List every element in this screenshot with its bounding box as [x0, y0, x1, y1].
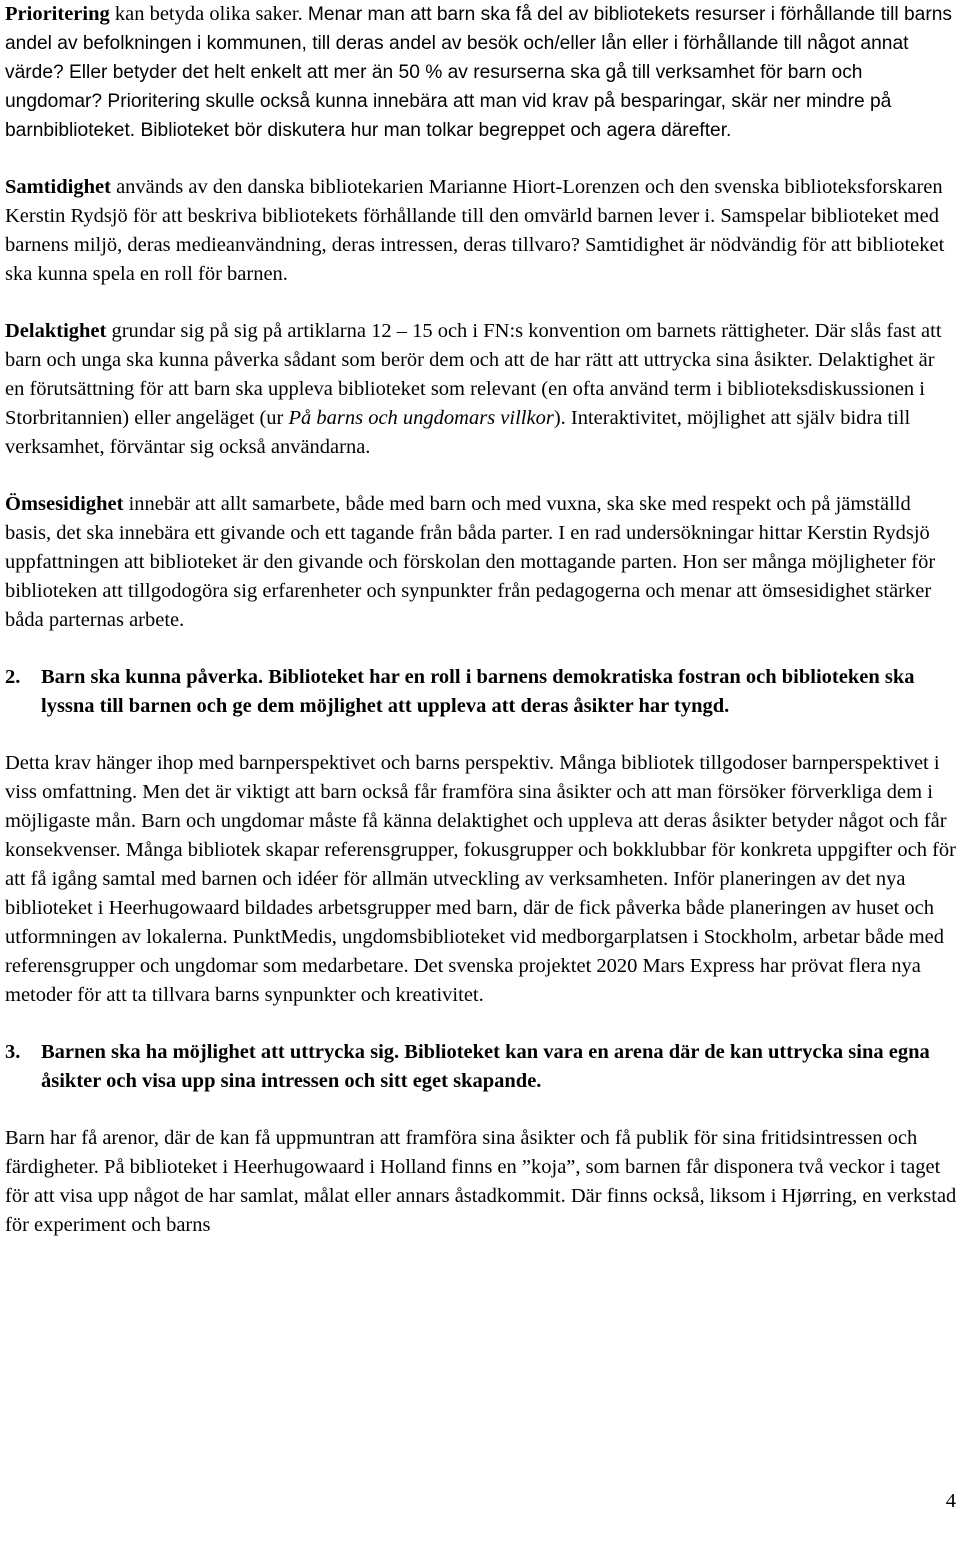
- delaktighet-italic-title: På barns och ungdomars villkor: [288, 407, 554, 429]
- term-prioritering: Prioritering: [5, 3, 110, 25]
- term-delaktighet: Delaktighet: [5, 320, 107, 342]
- section-heading-3-text: Barnen ska ha möjlighet att uttrycka sig. Biblioteket kan vara en arena där de kan uttrycka sina egna åsikter och visa upp sina intressen och sitt eget skapande.: [41, 1041, 930, 1092]
- section-number-2: 2.: [5, 666, 21, 688]
- term-omsesidighet: Ömsesidighet: [5, 493, 124, 515]
- document-page: [5, 0, 957, 1240]
- omsesidighet-body: innebär att allt samarbete, både med barn och med vuxna, ska ske med respekt och på jämställd basis, det ska innebära ett givande och ett tagande från båda parter. I en rad undersökningar hittar Kerstin Rydsjö uppfattningen att biblioteket är den givande och förskolan den mottagande parten. Hon ser många möjligheter för biblioteken att tillgodogöra sig erfarenheter och synpunkter från pedagogerna och menar att ömsesidighet stärker båda parternas arbete.: [5, 493, 936, 631]
- page-number: 4: [945, 1490, 956, 1512]
- samtidighet-body: används av den danska bibliotekarien Marianne Hiort-Lorenzen och den svenska biblioteksforskaren Kerstin Rydsjö för att beskriva bibliotekets förhållande till den omvärld barnen lever i. Samspelar biblioteket med barnens miljö, deras medieanvändning, deras intressen, deras tillvaro? Samtidighet är nödvändig för att biblioteket ska kunna spela en roll för barnen.: [5, 176, 945, 285]
- paragraph-barn-arenor: Barn har få arenor, där de kan få uppmuntran att framföra sina åsikter och få publik för sina fritidsintressen och färdigheter. På biblioteket i Heerhugowaard i Holland finns en ”koja”, som barnen får disponera två veckor i taget för att visa upp något de har samlat, målat eller annars åstadkommit. Där finns också, liksom i Hjørring, en verkstad för experiment och barns: [5, 1127, 957, 1236]
- delaktighet-body-2: ). Interaktivitet, möjlighet att själv bidra till verksamhet, förväntar sig också användarna.: [5, 407, 911, 458]
- paragraph-delaktighet: [5, 317, 957, 462]
- term-samtidighet: Samtidighet: [5, 176, 111, 198]
- paragraph-samtidighet: [5, 173, 957, 289]
- prioritering-body: Menar man att barn ska få del av bibliotekets resurser i förhållande till barns andel av befolkningen i kommunen, till deras andel av besök och/eller lån eller i förhållande till något annat värde? Eller betyder det helt enkelt att mer än 50 % av resurserna ska gå till verksamhet för barn och ungdomar? Prioritering skulle också kunna innebära att man vid krav på besparingar, skär ner mindre på barnbiblioteket. Biblioteket bör diskutera hur man tolkar begreppet och agera därefter.: [5, 4, 953, 141]
- section-heading-2-text: Barn ska kunna påverka. Biblioteket har en roll i barnens demokratiska fostran och biblioteken ska lyssna till barnen och ge dem möjlighet att uppleva att deras åsikter har tyngd.: [41, 666, 915, 717]
- paragraph-omsesidighet: [5, 490, 957, 635]
- section-heading-2: [5, 663, 957, 721]
- paragraph-krav: Detta krav hänger ihop med barnperspektivet och barns perspektiv. Många bibliotek tillgodoser barnperspektivet i viss omfattning. Men det är viktigt att barn också får framföra sina åsikter och att man försöker förverkliga dem i möjligaste mån. Barn och ungdomar måste få känna delaktighet och uppleva att deras åsikter betyder något och får konsekvenser. Många bibliotek skapar referensgrupper, fokusgrupper och bokklubbar för konkreta uppgifter och för att få igång samtal med barnen och idéer för allmän utveckling av verksamheten. Inför planeringen av det nya biblioteket i Heerhugowaard bildades arbetsgrupper med barn, där de fick påverka både planeringen av huset och utformningen av lokalerna. PunktMedis, ungdomsbiblioteket vid medborgarplatsen i Stockholm, arbetar både med referensgrupper och ungdomar som medarbetare. Det svenska projektet 2020 Mars Express har prövat flera nya metoder för att ta tillvara barns synpunkter och kreativitet.: [5, 752, 956, 1006]
- section-heading-3: [5, 1038, 957, 1096]
- delaktighet-body-1: grundar sig på sig på artiklarna 12 – 15 och i FN:s konvention om barnets rättigheter. Där slås fast att barn och unga ska kunna påverka sådant som berör dem och att de har rätt att uttrycka sina åsikter. Delaktighet är en förutsättning för att barn ska uppleva biblioteket som relevant (en ofta använd term i biblioteksdiskussionen i Storbritannien) eller angeläget (ur: [5, 320, 942, 429]
- prioritering-intro: kan betyda olika saker.: [109, 3, 308, 25]
- section-number-3: 3.: [5, 1041, 21, 1063]
- paragraph-prioritering: [5, 0, 957, 145]
